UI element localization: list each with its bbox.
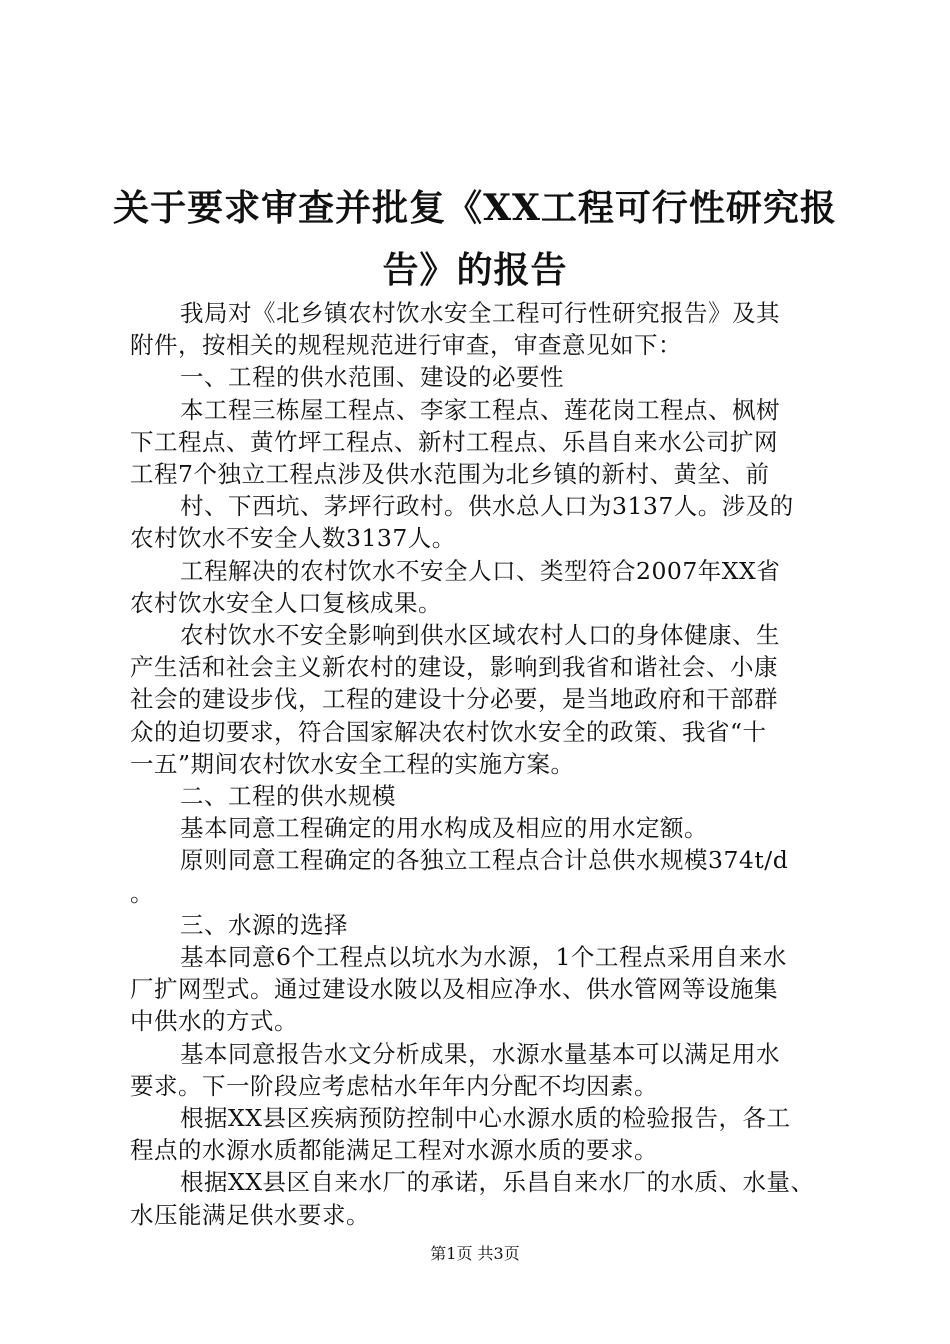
body-line: 厂扩网型式。通过建设水陂以及相应净水、供水管网等设施集 (130, 975, 778, 1004)
page-footer: 第1页 共3页 (430, 1244, 520, 1263)
body-line: 基本同意报告水文分析成果，水源水量基本可以满足用水 (180, 1039, 780, 1068)
body-line: 农村饮水不安全影响到供水区域农村人口的身体健康、生 (180, 621, 780, 650)
body-line: 。 (130, 878, 154, 907)
body-line: 三、水源的选择 (180, 910, 348, 939)
body-line: 中供水的方式。 (130, 1007, 298, 1036)
body-line: 众的迫切要求，符合国家解决农村饮水安全的政策、我省“十 (130, 717, 767, 746)
body-line: 本工程三栋屋工程点、李家工程点、莲花岗工程点、枫树 (180, 395, 780, 424)
body-line: 一五”期间农村饮水安全工程的实施方案。 (130, 749, 575, 778)
body-line: 农村饮水安全人口复核成果。 (130, 588, 442, 617)
body-line: 社会的建设步伐，工程的建设十分必要，是当地政府和干部群 (130, 685, 778, 714)
body-line: 程点的水源水质都能满足工程对水源水质的要求。 (130, 1136, 658, 1165)
body-line: 二、工程的供水规模 (180, 782, 396, 811)
body-line: 原则同意工程确定的各独立工程点合计总供水规模374t/d (180, 846, 789, 875)
body-line: 农村饮水不安全人数3137人。 (130, 524, 456, 553)
body-line: 工程解决的农村饮水不安全人口、类型符合2007年XX省 (180, 556, 781, 585)
document-title-line-2: 告》的报告 (382, 249, 568, 291)
body-line: 村、下西坑、茅坪行政村。供水总人口为3137人。涉及的 (180, 492, 794, 521)
body-line: 产生活和社会主义新农村的建设，影响到我省和谐社会、小康 (130, 653, 778, 682)
body-line: 下工程点、黄竹坪工程点、新村工程点、乐昌自来水公司扩网 (130, 427, 778, 456)
document-title-line-1: 关于要求审查并批复《XX工程可行性研究报 (113, 187, 837, 229)
body-line: 我局对《北乡镇农村饮水安全工程可行性研究报告》及其 (180, 299, 780, 327)
body-line: 附件，按相关的规程规范进行审查，审查意见如下： (130, 331, 682, 360)
document-body (130, 297, 840, 1231)
body-line: 水压能满足供水要求。 (130, 1200, 370, 1229)
body-line: 要求。下一阶段应考虑枯水年年内分配不均因素。 (130, 1071, 658, 1100)
body-line: 基本同意6个工程点以坑水为水源，1个工程点采用自来水 (180, 943, 787, 972)
body-line: 根据XX县区自来水厂的承诺，乐昌自来水厂的水质、水量、 (180, 1168, 815, 1197)
body-line: 一、工程的供水范围、建设的必要性 (180, 363, 564, 392)
body-line: 工程7个独立工程点涉及供水范围为北乡镇的新村、黄坌、前 (130, 460, 770, 489)
body-line: 根据XX县区疾病预防控制中心水源水质的检验报告，各工 (180, 1104, 791, 1133)
body-line: 基本同意工程确定的用水构成及相应的用水定额。 (180, 814, 708, 843)
